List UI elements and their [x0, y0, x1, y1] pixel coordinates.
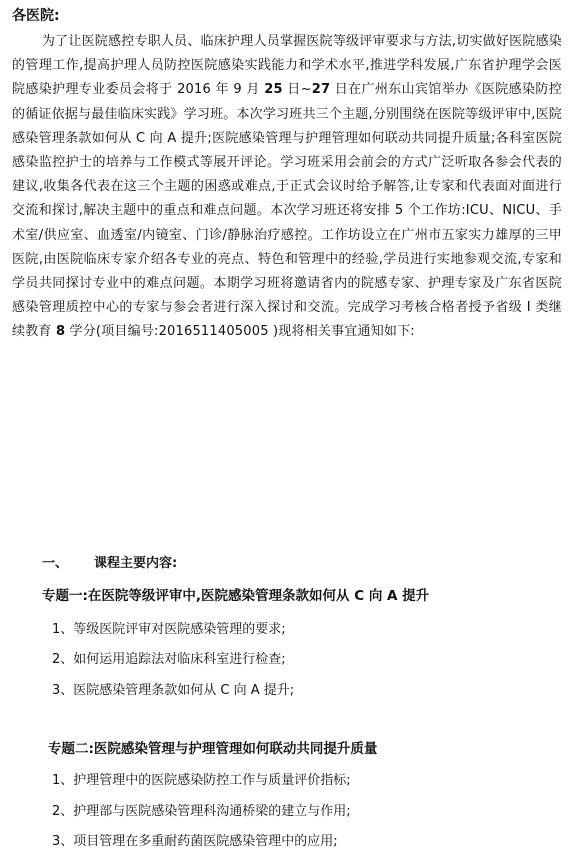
intro-text-part2: 日~ [282, 82, 312, 98]
date-start: 25 [264, 82, 283, 98]
section-number: 一、 [42, 556, 69, 571]
section-title: 课程主要内容: [94, 556, 178, 571]
topic-1-title: 专题一:在医院等级评审中,医院感染管理条款如何从 C 向 A 提升 [42, 588, 430, 604]
intro-text-part4: 学分(项目编号:2016511405005 )现将相关事宜通知如下: [65, 324, 415, 340]
topic-2-item-2: 2、护理部与医院感染管理科沟通桥梁的建立与作用; [52, 804, 351, 819]
credits-value: 8 [55, 324, 66, 340]
salutation: 各医院: [12, 8, 60, 24]
topic-1-item-2: 2、如何运用追踪法对临床科室进行检查; [52, 652, 286, 667]
section-heading-course-content [42, 553, 177, 575]
date-end: 27 [311, 82, 331, 98]
intro-text-part1: 为了让医院感控专职人员、临床护理人员掌握医院等级评审要求与方法,切实做好医院感染的管理工作,提高护理人员防控医院感染实践能力和学术水平,推进学科发展,广东省护理学会医院感染护理专业委员会将于 2016 年 9 月 [12, 34, 562, 98]
topic-2-title: 专题二:医院感染管理与护理管理如何联动共同提升质量 [48, 741, 378, 757]
topic-1-item-3: 3、医院感染管理条款如何从 C 向 A 提升; [52, 683, 295, 698]
topic-2-item-1: 1、护理管理中的医院感染防控工作与质量评价指标; [52, 773, 351, 788]
topic-2-item-3: 3、项目管理在多重耐药菌医院感染管理中的应用; [52, 834, 338, 849]
intro-text-part3: 日在广州东山宾馆举办《医院感染防控的循证依据与最佳临床实践》学习班。本次学习班共三个主题,分别围绕在医院等级评审中,医院感染管理条款如何从 C 向 A 提升;医院感染管理与护理管理如何联动共同提升质量;各科室医院感染监控护士的培养与工作模式等展开评论。学习班采用会前会的方式广泛听取各参会代表的建议,收集各代表在这三个主题的困惑或难点,于正式会议时给予解答,让专家和代表面对面进行交流和探讨,解决主题中的重点和难点问题。本次学习班还将安排 5 个工作坊:ICU、NICU、手术室/供应室、血透室/内镜室、门诊/静脉治疗感控。工作坊设立在广州市五家实力雄厚的三甲医院,由医院临床专家介绍各专业的亮点、特色和管理中的经验,学员进行实地参观交流,专家和学员共同探讨专业中的难点问题。本期学习班将邀请省内的院感专家、护理专家及广东省医院感染管理质控中心的专家与参会者进行深入探讨和交流。完成学习考核合格者授予省级 I 类继续教育 [12, 82, 562, 340]
topic-1-item-1: 1、等级医院评审对医院感染管理的要求; [52, 622, 286, 637]
intro-paragraph [12, 30, 562, 345]
